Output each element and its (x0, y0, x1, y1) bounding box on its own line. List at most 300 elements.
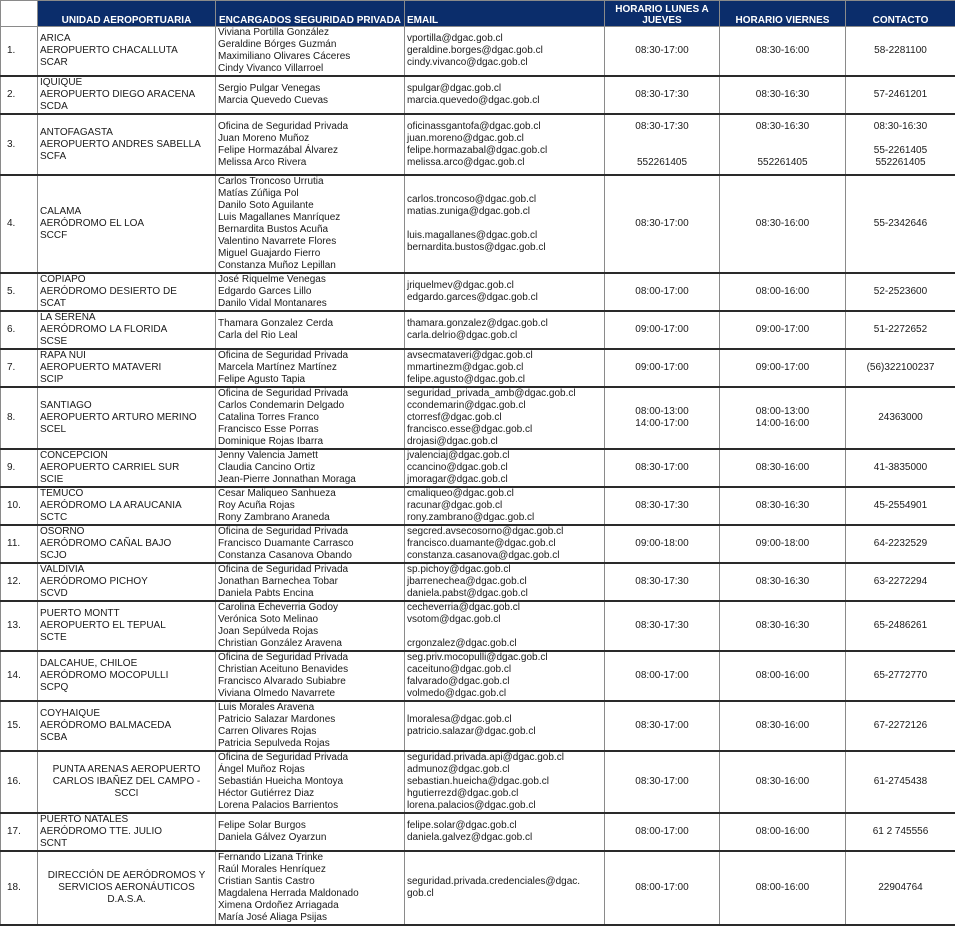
airport-unit-line: AERÓDROMO LA FLORIDA (40, 324, 213, 336)
row-number: 11. (1, 525, 38, 563)
airport-unit-line: OSORNO (40, 526, 213, 538)
airport-unit-line: SCCI (40, 788, 213, 800)
security-staff-line: Carren Olivares Rojas (218, 726, 402, 738)
hours-mon-thu (605, 525, 720, 563)
security-staff-line: Patricia Sepulveda Rojas (218, 738, 402, 750)
table-row (1, 273, 955, 311)
airport-unit-line: CALAMA (40, 206, 213, 218)
hours-fri (720, 175, 846, 273)
email-list-line: francisco.duamante@dgac.gob.cl (407, 538, 602, 550)
hours-mon-thu-line: 552261405 (607, 157, 717, 169)
hours-mon-thu-line: 08:30-17:30 (607, 576, 717, 588)
airport-unit (38, 311, 216, 349)
email-list-line: jvalenciaj@dgac.gob.cl (407, 450, 602, 462)
security-staff-line: Carla del Rio Leal (218, 330, 402, 342)
security-staff-line: Bernardita Bustos Acuña (218, 224, 402, 236)
security-staff-line: Oficina de Seguridad Privada (218, 388, 402, 400)
airport-unit-line: IQUIQUE (40, 77, 213, 89)
hours-fri-line: 08:30-16:00 (722, 720, 843, 732)
airport-unit-line: SCTE (40, 632, 213, 644)
contact-phone (846, 601, 955, 651)
airport-unit-line: SCAR (40, 57, 213, 69)
email-list-line: carlos.troncoso@dgac.gob.cl (407, 194, 602, 206)
security-staff-line: Sebastián Hueicha Montoya (218, 776, 402, 788)
hours-fri (720, 851, 846, 925)
table-row (1, 651, 955, 701)
hours-mon-thu-line: 08:00-17:00 (607, 670, 717, 682)
contact-phone (846, 563, 955, 601)
airport-unit-line: AERÓDROMO PICHOY (40, 576, 213, 588)
email-list-line: luis.magallanes@dgac.gob.cl (407, 230, 602, 242)
airport-unit-line: DIRECCIÓN DE AERÓDROMOS Y (40, 870, 213, 882)
security-staff-line: Fernando Lizana Trinke (218, 852, 402, 864)
table-row (1, 27, 955, 77)
contact-phone-line: 63-2272294 (848, 576, 953, 588)
airport-unit (38, 76, 216, 114)
security-staff (216, 487, 405, 525)
hours-mon-thu (605, 76, 720, 114)
airport-unit-line: ANTOFAGASTA (40, 127, 213, 139)
email-list-line: ctorresf@dgac.gob.cl (407, 412, 602, 424)
email-list-line: sp.pichoy@dgac.gob.cl (407, 564, 602, 576)
security-staff (216, 27, 405, 77)
row-number: 2. (1, 76, 38, 114)
contact-phone-line: 67-2272126 (848, 720, 953, 732)
airport-unit-line: AEROPUERTO CARRIEL SUR (40, 462, 213, 474)
contact-phone (846, 387, 955, 449)
email-list (405, 175, 605, 273)
security-staff-line: Miguel Guajardo Fierro (218, 248, 402, 260)
email-list (405, 651, 605, 701)
contact-phone-line: 57-2461201 (848, 89, 953, 101)
hours-mon-thu-line: 08:30-17:00 (607, 776, 717, 788)
airport-unit-line: DALCAHUE, CHILOE (40, 658, 213, 670)
email-list-line: ccancino@dgac.gob.cl (407, 462, 602, 474)
security-staff-line: Claudia Cancino Ortiz (218, 462, 402, 474)
email-list (405, 487, 605, 525)
airport-unit-line: SCIE (40, 474, 213, 486)
security-staff-line: Patricio Salazar Mardones (218, 714, 402, 726)
contact-phone (846, 273, 955, 311)
email-list-line: seguridad.privada.credenciales@dgac. (407, 876, 602, 888)
security-staff-line: Jonathan Barnechea Tobar (218, 576, 402, 588)
email-list (405, 525, 605, 563)
airport-unit-line: COYHAIQUE (40, 708, 213, 720)
row-number: 9. (1, 449, 38, 487)
contact-phone-line: 65-2486261 (848, 620, 953, 632)
email-list (405, 563, 605, 601)
hours-mon-thu-line: 09:00-18:00 (607, 538, 717, 550)
security-staff-line: Christian González Aravena (218, 638, 402, 650)
hours-mon-thu-line: 08:30-17:30 (607, 89, 717, 101)
airport-unit-line: SCCF (40, 230, 213, 242)
email-list-line: juan.moreno@dgac.gob.cl (407, 133, 602, 145)
security-staff (216, 563, 405, 601)
email-list-line: cmaliqueo@dgac.gob.cl (407, 488, 602, 500)
security-staff-line: Catalina Torres Franco (218, 412, 402, 424)
hours-mon-thu-line: 08:30-17:30 (607, 620, 717, 632)
hours-fri-line: 08:00-16:00 (722, 670, 843, 682)
row-number: 4. (1, 175, 38, 273)
airport-unit (38, 851, 216, 925)
hours-fri (720, 601, 846, 651)
email-list (405, 601, 605, 651)
row-number: 5. (1, 273, 38, 311)
table-row (1, 701, 955, 751)
row-number: 12. (1, 563, 38, 601)
contact-phone (846, 851, 955, 925)
hours-fri-line: 08:30-16:00 (722, 776, 843, 788)
security-staff (216, 349, 405, 387)
security-staff-line: Melissa Arco Rivera (218, 157, 402, 169)
security-staff-line: Luis Magallanes Manríquez (218, 212, 402, 224)
airport-unit-line: AERÓDROMO MOCOPULLI (40, 670, 213, 682)
contact-phone-line: 41-3835000 (848, 462, 953, 474)
airport-unit-line: SCBA (40, 732, 213, 744)
contact-phone (846, 701, 955, 751)
email-list-line: daniela.pabst@dgac.gob.cl (407, 588, 602, 600)
airport-unit-line: PUNTA ARENAS AEROPUERTO (40, 764, 213, 776)
email-list (405, 76, 605, 114)
contact-phone (846, 114, 955, 175)
security-staff-line: Héctor Gutiérrez Diaz (218, 788, 402, 800)
security-staff-line: José Riquelme Venegas (218, 274, 402, 286)
header-unit: UNIDAD AEROPORTUARIA (38, 1, 216, 27)
security-staff-line: Daniela Pabts Encina (218, 588, 402, 600)
security-staff-line: Raúl Morales Henríquez (218, 864, 402, 876)
security-staff (216, 751, 405, 813)
security-staff-line: Jenny Valencia Jamett (218, 450, 402, 462)
security-staff (216, 701, 405, 751)
security-staff-line: Matías Zúñiga Pol (218, 188, 402, 200)
hours-fri-line: 08:00-13:00 (722, 406, 843, 418)
security-staff-line: Luis Morales Aravena (218, 702, 402, 714)
contact-phone-line: 51-2272652 (848, 324, 953, 336)
security-staff-line: Oficina de Seguridad Privada (218, 752, 402, 764)
hours-fri-line: 14:00-16:00 (722, 418, 843, 430)
hours-fri-line: 08:00-16:00 (722, 826, 843, 838)
security-staff-line: Daniela Gálvez Oyarzun (218, 832, 402, 844)
email-list-line: marcia.quevedo@dgac.gob.cl (407, 95, 602, 107)
contact-phone-line: 64-2232529 (848, 538, 953, 550)
email-list-line: felipe.solar@dgac.gob.cl (407, 820, 602, 832)
contact-phone-line: 552261405 (848, 157, 953, 169)
security-staff-line: Carlos Condemarin Delgado (218, 400, 402, 412)
header-hours-mon-thu: HORARIO LUNES A JUEVES (605, 1, 720, 27)
contact-phone-line: (56)322100237 (848, 362, 953, 374)
airport-unit-line: SCEL (40, 424, 213, 436)
security-staff (216, 76, 405, 114)
email-list-line (407, 218, 602, 230)
security-staff-line: Oficina de Seguridad Privada (218, 350, 402, 362)
email-list-line: oficinassgantofa@dgac.gob.cl (407, 121, 602, 133)
hours-fri-line: 08:30-16:30 (722, 500, 843, 512)
email-list-line: volmedo@dgac.gob.cl (407, 688, 602, 700)
email-list-line: seguridad.privada.api@dgac.gob.cl (407, 752, 602, 764)
airport-unit (38, 525, 216, 563)
email-list-line: hgutierrezd@dgac.gob.cl (407, 788, 602, 800)
table-row (1, 76, 955, 114)
table-row (1, 851, 955, 925)
contact-phone-line: 58-2281100 (848, 45, 953, 57)
hours-mon-thu-line: 08:00-17:00 (607, 882, 717, 894)
security-staff-line: Danilo Vidal Montanares (218, 298, 402, 310)
airport-unit-line: LA SERENA (40, 312, 213, 324)
security-staff-line: Felipe Agusto Tapia (218, 374, 402, 386)
airport-unit (38, 563, 216, 601)
email-list-line: geraldine.borges@dgac.gob.cl (407, 45, 602, 57)
security-staff-line: Christian Aceituno Benavides (218, 664, 402, 676)
table-row (1, 563, 955, 601)
airport-unit-line: D.A.S.A. (40, 894, 213, 906)
contact-phone (846, 349, 955, 387)
row-number: 7. (1, 349, 38, 387)
security-staff (216, 651, 405, 701)
airport-unit-line: SCJO (40, 550, 213, 562)
contact-phone (846, 175, 955, 273)
hours-fri (720, 387, 846, 449)
airport-unit (38, 387, 216, 449)
airport-unit-line: AEROPUERTO CHACALLUTA (40, 45, 213, 57)
contact-phone-line: 45-2554901 (848, 500, 953, 512)
airport-unit-line: AERÓDROMO DESIERTO DE (40, 286, 213, 298)
security-staff (216, 601, 405, 651)
hours-fri (720, 273, 846, 311)
hours-mon-thu-line: 08:00-17:00 (607, 826, 717, 838)
contact-phone (846, 27, 955, 77)
hours-fri-line (722, 133, 843, 145)
hours-mon-thu-line: 08:00-13:00 (607, 406, 717, 418)
security-staff-line: Oficina de Seguridad Privada (218, 652, 402, 664)
airport-unit (38, 114, 216, 175)
row-number: 16. (1, 751, 38, 813)
email-list-line: jmoragar@dgac.gob.cl (407, 474, 602, 486)
security-staff-line: Francisco Duamante Carrasco (218, 538, 402, 550)
airport-unit (38, 27, 216, 77)
airport-unit-line: SCFA (40, 151, 213, 163)
security-staff-line: Valentino Navarrete Flores (218, 236, 402, 248)
hours-mon-thu-line: 08:30-17:00 (607, 462, 717, 474)
row-number: 14. (1, 651, 38, 701)
header-row (1, 1, 955, 27)
email-list (405, 27, 605, 77)
security-staff-line: Oficina de Seguridad Privada (218, 526, 402, 538)
email-list-line: segcred.avsecosorno@dgac.gob.cl (407, 526, 602, 538)
airport-unit (38, 601, 216, 651)
row-number: 15. (1, 701, 38, 751)
airport-unit-line: AERÓDROMO CAÑAL BAJO (40, 538, 213, 550)
airport-unit-line: AERÓDROMO BALMACEDA (40, 720, 213, 732)
email-list-line: falvarado@dgac.gob.cl (407, 676, 602, 688)
contact-phone-line: 65-2772770 (848, 670, 953, 682)
hours-mon-thu (605, 27, 720, 77)
security-staff-line: Maximiliano Olivares Cáceres (218, 51, 402, 63)
hours-mon-thu-line: 14:00-17:00 (607, 418, 717, 430)
header-number (1, 1, 38, 27)
airport-unit-line: SCAT (40, 298, 213, 310)
hours-fri-line (722, 145, 843, 157)
email-list-line: mmartinezm@dgac.gob.cl (407, 362, 602, 374)
email-list-line: felipe.hormazabal@dgac.gob.cl (407, 145, 602, 157)
contact-phone (846, 751, 955, 813)
airport-unit-line: AEROPUERTO ANDRES SABELLA (40, 139, 213, 151)
airport-unit-line: SCTC (40, 512, 213, 524)
hours-fri (720, 487, 846, 525)
airport-unit-line: SCSE (40, 336, 213, 348)
airport-unit-line: ARICA (40, 33, 213, 45)
security-staff-line: Joan Sepúlveda Rojas (218, 626, 402, 638)
email-list-line: jbarrenechea@dgac.gob.cl (407, 576, 602, 588)
email-list-line: gob.cl (407, 888, 602, 900)
security-staff-line: Thamara Gonzalez Cerda (218, 318, 402, 330)
hours-mon-thu (605, 175, 720, 273)
hours-fri (720, 349, 846, 387)
hours-mon-thu (605, 449, 720, 487)
hours-fri-line: 08:00-16:00 (722, 882, 843, 894)
airport-unit (38, 651, 216, 701)
header-staff: ENCARGADOS SEGURIDAD PRIVADA (216, 1, 405, 27)
airport-unit (38, 175, 216, 273)
email-list-line: ccondemarin@dgac.gob.cl (407, 400, 602, 412)
email-list (405, 311, 605, 349)
hours-fri (720, 701, 846, 751)
airport-unit-line: AEROPUERTO ARTURO MERINO (40, 412, 213, 424)
airport-unit-line: SCVD (40, 588, 213, 600)
email-list-line: thamara.gonzalez@dgac.gob.cl (407, 318, 602, 330)
hours-mon-thu (605, 273, 720, 311)
hours-fri-line: 09:00-17:00 (722, 362, 843, 374)
hours-mon-thu (605, 701, 720, 751)
security-staff-line: Geraldine Bórges Guzmán (218, 39, 402, 51)
hours-fri-line: 08:30-16:00 (722, 218, 843, 230)
security-staff-line: Dominique Rojas Ibarra (218, 436, 402, 448)
security-staff (216, 311, 405, 349)
contact-phone (846, 487, 955, 525)
hours-mon-thu-line: 09:00-17:00 (607, 362, 717, 374)
airport-unit-line: SCNT (40, 838, 213, 850)
hours-mon-thu-line: 09:00-17:00 (607, 324, 717, 336)
table-row (1, 175, 955, 273)
hours-mon-thu (605, 563, 720, 601)
hours-fri-line: 08:30-16:30 (722, 89, 843, 101)
email-list-line: cindy.vivanco@dgac.gob.cl (407, 57, 602, 69)
airport-unit (38, 813, 216, 851)
email-list (405, 349, 605, 387)
airport-unit-line: SCDA (40, 101, 213, 113)
security-staff-line: Juan Moreno Muñoz (218, 133, 402, 145)
email-list-line: seg.priv.mocopulli@dgac.gob.cl (407, 652, 602, 664)
email-list-line: drojasi@dgac.gob.cl (407, 436, 602, 448)
email-list-line: edgardo.garces@dgac.gob.cl (407, 292, 602, 304)
airport-unit-line: CONCEPCION (40, 450, 213, 462)
hours-mon-thu (605, 487, 720, 525)
hours-fri-line: 09:00-17:00 (722, 324, 843, 336)
security-staff-line: Rony Zambrano Araneda (218, 512, 402, 524)
email-list-line: daniela.galvez@dgac.gob.cl (407, 832, 602, 844)
security-staff-line: Oficina de Seguridad Privada (218, 564, 402, 576)
airport-unit-line: AERÓDROMO LA ARAUCANIA (40, 500, 213, 512)
airport-unit-line: TEMUCO (40, 488, 213, 500)
table-row (1, 487, 955, 525)
table-row (1, 114, 955, 175)
security-staff-line: Marcela Martínez Martínez (218, 362, 402, 374)
table-row (1, 349, 955, 387)
table-row (1, 449, 955, 487)
contact-phone-line: 52-2523600 (848, 286, 953, 298)
header-email: EMAIL (405, 1, 605, 27)
header-hours-fri: HORARIO VIERNES (720, 1, 846, 27)
hours-fri-line: 08:30-16:00 (722, 462, 843, 474)
airport-unit-line: SCIP (40, 374, 213, 386)
hours-mon-thu-line: 08:30-17:00 (607, 218, 717, 230)
contact-phone (846, 525, 955, 563)
hours-fri (720, 525, 846, 563)
contact-phone (846, 813, 955, 851)
email-list (405, 114, 605, 175)
contact-phone-line: 61 2 745556 (848, 826, 953, 838)
security-staff-line: Cesar Maliqueo Sanhueza (218, 488, 402, 500)
hours-mon-thu-line: 08:00-17:00 (607, 286, 717, 298)
security-staff-line: Constanza Casanova Obando (218, 550, 402, 562)
security-staff-line: Constanza Muñoz Lepillan (218, 260, 402, 272)
airport-unit-line: AEROPUERTO EL TEPUAL (40, 620, 213, 632)
email-list-line (407, 626, 602, 638)
hours-fri (720, 813, 846, 851)
security-staff-line: Sergio Pulgar Venegas (218, 83, 402, 95)
email-list-line: rony.zambrano@dgac.gob.cl (407, 512, 602, 524)
email-list-line: cecheverria@dgac.gob.cl (407, 602, 602, 614)
email-list-line: francisco.esse@dgac.gob.cl (407, 424, 602, 436)
table-row (1, 601, 955, 651)
security-staff-line: Felipe Hormazábal Álvarez (218, 145, 402, 157)
email-list (405, 751, 605, 813)
contact-phone-line (848, 133, 953, 145)
email-list (405, 449, 605, 487)
contact-phone-line: 24363000 (848, 412, 953, 424)
security-staff-line: María José Aliaga Psijas (218, 912, 402, 924)
email-list-line: carla.delrio@dgac.gob.cl (407, 330, 602, 342)
contact-phone (846, 449, 955, 487)
hours-mon-thu (605, 311, 720, 349)
hours-fri (720, 449, 846, 487)
security-staff-line: Lorena Palacios Barrientos (218, 800, 402, 812)
contact-phone (846, 76, 955, 114)
airport-unit (38, 349, 216, 387)
hours-fri (720, 563, 846, 601)
hours-mon-thu-line (607, 145, 717, 157)
hours-fri-line: 08:30-16:30 (722, 576, 843, 588)
airport-unit-line: AEROPUERTO MATAVERI (40, 362, 213, 374)
security-staff-line: Carlos Troncoso Urrutia (218, 176, 402, 188)
table-body (1, 27, 955, 926)
email-list-line: admunoz@dgac.gob.cl (407, 764, 602, 776)
security-staff-line: Oficina de Seguridad Privada (218, 121, 402, 133)
email-list (405, 387, 605, 449)
security-staff-line: Francisco Alvarado Subiabre (218, 676, 402, 688)
airport-unit-line: AEROPUERTO DIEGO ARACENA (40, 89, 213, 101)
security-staff-line: Verónica Soto Melinao (218, 614, 402, 626)
hours-mon-thu-line: 08:30-17:30 (607, 121, 717, 133)
security-staff-line: Roy Acuña Rojas (218, 500, 402, 512)
email-list-line: melissa.arco@dgac.gob.cl (407, 157, 602, 169)
contact-phone (846, 311, 955, 349)
row-number: 6. (1, 311, 38, 349)
airport-unit-line: PUERTO NATALES (40, 814, 213, 826)
security-staff-line: Viviana Portilla González (218, 27, 402, 39)
email-list (405, 813, 605, 851)
security-staff (216, 175, 405, 273)
security-staff (216, 114, 405, 175)
